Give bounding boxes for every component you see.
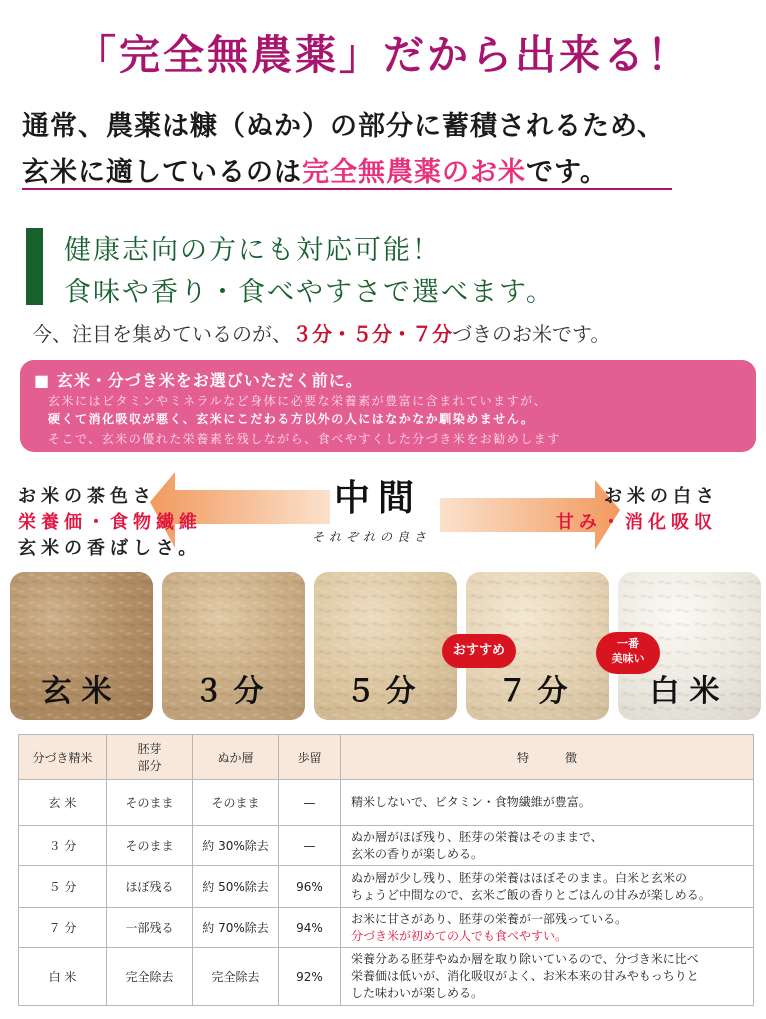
rice-tile-3bu (162, 572, 305, 720)
cell-polish: 玄 米 (19, 780, 107, 826)
table-row (19, 780, 754, 826)
recommend-badge: おすすめ (442, 634, 516, 668)
cell-germ: そのまま (107, 780, 193, 826)
header-germ (107, 735, 193, 780)
tile-label: ７分 (497, 674, 578, 709)
left-label-color: お米の茶色さ (18, 486, 156, 507)
cell-germ: そのまま (107, 826, 193, 866)
cell-bran: 約 30%除去 (193, 826, 279, 866)
table-row (19, 826, 754, 866)
green-heading-line-1: 健康志向の方にも対応可能！ (64, 235, 441, 266)
cell-feature (341, 866, 754, 908)
cell-bran: そのまま (193, 780, 279, 826)
best-taste-badge (596, 632, 660, 674)
header-germ-line-2: 部分 (137, 759, 162, 773)
tile-label: 白米 (649, 674, 730, 709)
best-taste-line-2: 美味い (611, 652, 645, 665)
cell-bran: 約 70%除去 (193, 908, 279, 948)
cell-yield: — (279, 826, 341, 866)
header-polish: 分づき精米 (19, 735, 107, 780)
tile-label: ５分 (345, 674, 426, 709)
header-bran: ぬか層 (193, 735, 279, 780)
table-row (19, 866, 754, 908)
feature-line: 栄養分ある胚芽やぬか層を取り除いているので、分づき米に比べ (351, 952, 699, 966)
middle-subtitle: それぞれの良さ (312, 530, 432, 544)
cell-germ: 一部残る (107, 908, 193, 948)
notice-line-3: そこで、玄米の優れた栄養素を残しながら、食べやすくした分づき米をお勧めします (48, 432, 561, 446)
lead-line-2-post: です。 (526, 157, 608, 188)
attention-post: づきのお米です。 (452, 322, 611, 346)
right-label-whiteness: お米の白さ (604, 486, 719, 507)
feature-line: お米に甘さがあり、胚芽の栄養が一部残っている。 (351, 911, 628, 926)
right-label-sweetness: 甘み・消化吸収 (556, 512, 717, 533)
feature-line-highlight: 分づき米が初めての人でも食べやすい。 (351, 928, 568, 943)
page-title: 「完全無農薬」だから出来る！ (75, 31, 691, 79)
cell-yield: — (279, 780, 341, 826)
cell-feature (341, 948, 754, 1006)
cell-polish: ３ 分 (19, 826, 107, 866)
cell-polish: ５ 分 (19, 866, 107, 908)
lead-line-2-pre: 玄米に適しているのは (22, 157, 302, 188)
table-header-row (19, 735, 754, 780)
lead-line-2-highlight: 完全無農薬のお米 (302, 157, 526, 188)
notice-line-2: 硬くて消化吸収が悪く、玄米にこだわる方以外の人にはなかなか馴染めません。 (48, 412, 535, 426)
cell-germ: ほぼ残る (107, 866, 193, 908)
tile-label: 玄米 (41, 674, 122, 709)
feature-line: した味わいが楽しめる。 (351, 986, 484, 1000)
left-label-nutrition: 栄養価・食物繊維 (18, 512, 202, 533)
cell-polish: 白 米 (19, 948, 107, 1006)
lead-line-2 (22, 150, 608, 189)
rice-tile-genmai (10, 572, 153, 720)
best-taste-line-1: 一番 (617, 637, 639, 650)
feature-line: 玄米の香りが楽しめる。 (351, 846, 484, 861)
table-row (19, 908, 754, 948)
attention-pre: 今、注目を集めているのが、 (32, 322, 292, 346)
attention-line (32, 318, 610, 347)
lead-underline (22, 188, 672, 190)
green-accent-bar (26, 228, 43, 305)
cell-bran: 完全除去 (193, 948, 279, 1006)
cell-yield: 92% (279, 948, 341, 1006)
middle-title: 中間 (334, 478, 423, 519)
left-label-aroma: 玄米の香ばしさ。 (18, 538, 202, 559)
green-heading-line-2: 食味や香り・食べやすさで選べます。 (64, 277, 555, 308)
table-row (19, 948, 754, 1006)
cell-yield: 94% (279, 908, 341, 948)
notice-line-1: 玄米にはビタミンやミネラルなど身体に必要な栄養素が豊富に含まれていますが、 (48, 394, 548, 408)
lead-line-1: 通常、農薬は糠（ぬか）の部分に蓄積されるため、 (22, 111, 665, 142)
feature-line: 栄養価は低いが、消化吸収がよく、お米本来の甘みやもっちりと (351, 969, 699, 983)
cell-feature (341, 780, 754, 826)
feature-line: ちょうど中間なので、玄米ご飯の香りとごはんの甘みが楽しめる。 (351, 887, 711, 902)
feature-line: ぬか層がほぼ残り、胚芽の栄養はそのままで、 (351, 829, 603, 844)
attention-highlight: ３分・５分・７分 (292, 322, 452, 346)
polish-comparison-table (18, 734, 754, 1006)
feature-line: 精米しないで、ビタミン・食物繊維が豊富。 (351, 795, 591, 809)
notice-title: ■ 玄米・分づき米をお選びいただく前に。 (34, 371, 363, 390)
header-feature: 特 徴 (341, 735, 754, 780)
tile-label: ３分 (193, 674, 274, 709)
header-germ-line-1: 胚芽 (137, 742, 162, 756)
feature-line: ぬか層が少し残り、胚芽の栄養はほぼそのまま。白米と玄米の (351, 870, 688, 885)
cell-polish: ７ 分 (19, 908, 107, 948)
cell-yield: 96% (279, 866, 341, 908)
cell-germ: 完全除去 (107, 948, 193, 1006)
cell-feature (341, 826, 754, 866)
header-yield: 歩留 (279, 735, 341, 780)
cell-feature (341, 908, 754, 948)
cell-bran: 約 50%除去 (193, 866, 279, 908)
rice-tile-5bu (314, 572, 457, 720)
